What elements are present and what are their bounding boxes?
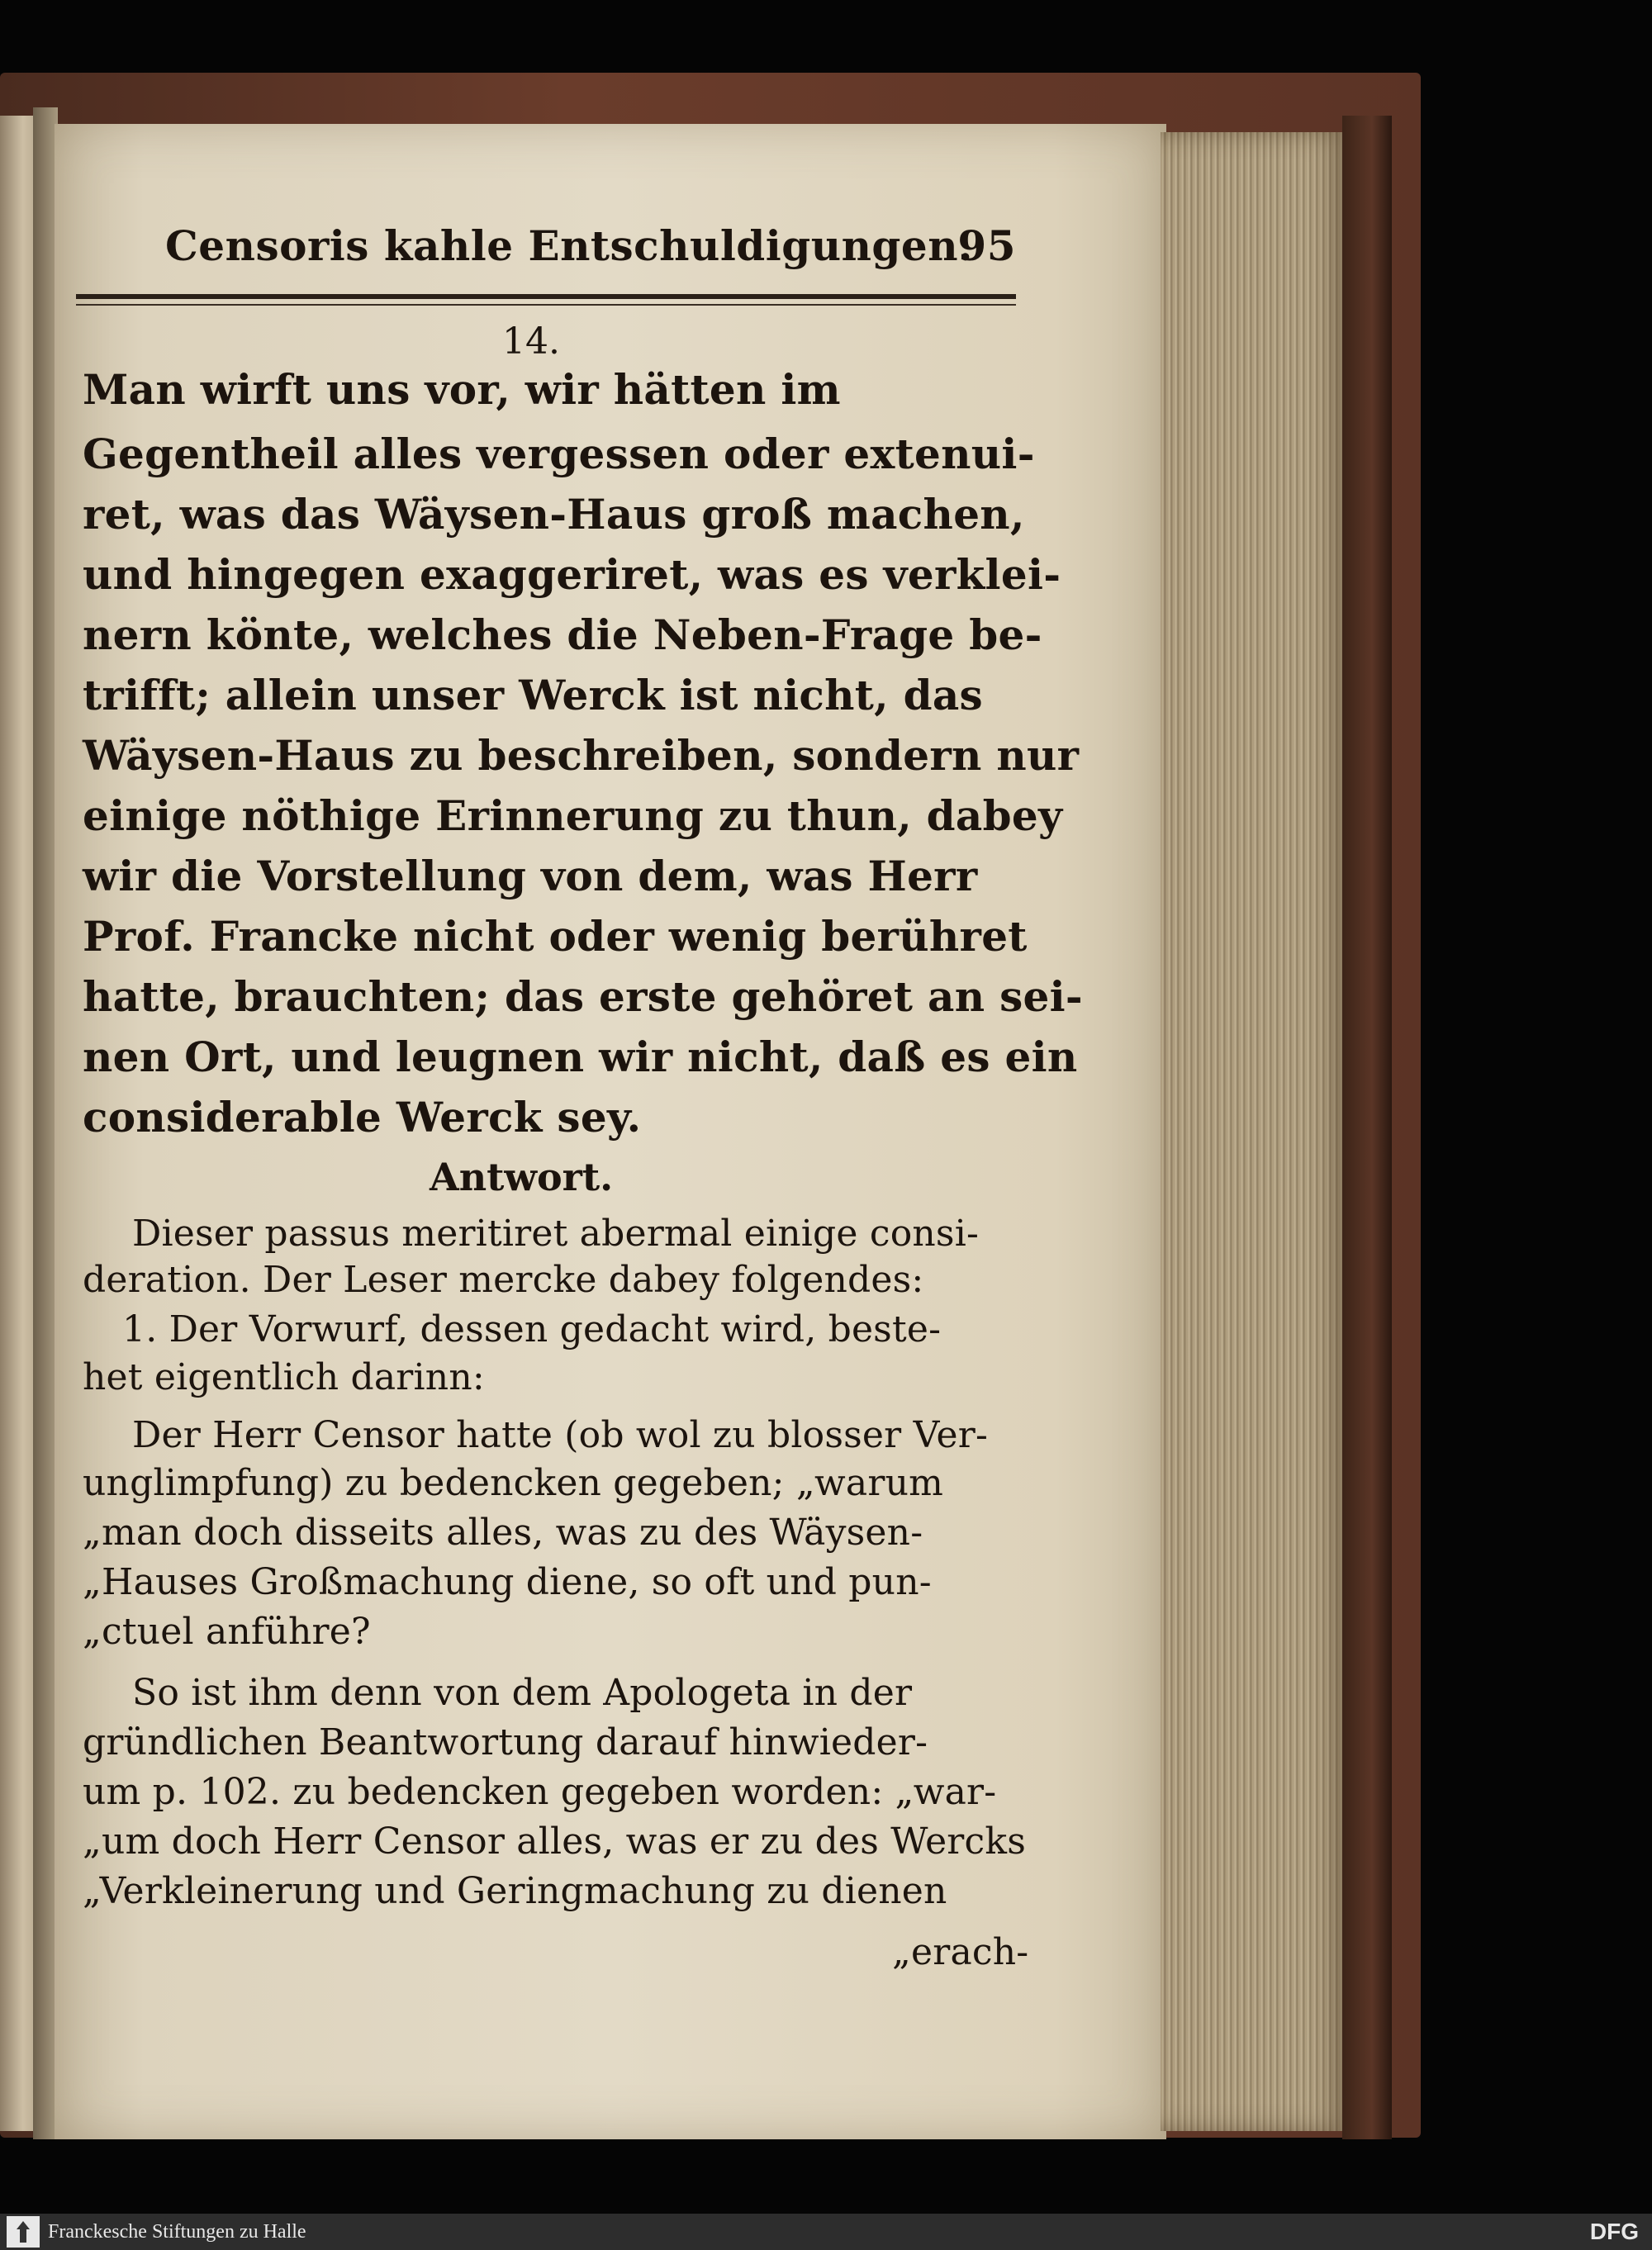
catchword: „erach- — [892, 1931, 1029, 1973]
text-line: „Hauses Großmachung diene, so oft und pun- — [83, 1561, 932, 1603]
text-line: het eigentlich darinn: — [83, 1356, 485, 1398]
institution-name: Franckesche Stiftungen zu Halle — [48, 2221, 306, 2243]
text-line: nen Ort, und leugnen wir nicht, daß es ein — [83, 1032, 1078, 1081]
text-line: „man doch disseits alles, was zu des Wäysen- — [83, 1512, 923, 1554]
text-line: So ist ihm denn von dem Apologeta in der — [132, 1672, 913, 1714]
answer-heading: Antwort. — [430, 1155, 614, 1199]
header-rule — [76, 294, 1016, 299]
text-line: Man wirft uns vor, wir hätten im — [83, 365, 841, 414]
institution-logo-icon — [7, 2216, 40, 2248]
text-line: einige nöthige Erinnerung zu thun, dabey — [83, 791, 1063, 840]
text-line: nern könte, welches die Neben-Frage be- — [83, 610, 1042, 659]
text-line: um p. 102. zu bedencken gegeben worden: „war- — [83, 1771, 997, 1813]
dfg-logo: DFG — [1589, 2219, 1639, 2244]
text-line: Der Herr Censor hatte (ob wol zu blosser Ver- — [132, 1414, 989, 1456]
text-line: unglimpfung) zu bedencken gegeben; „warum — [83, 1462, 944, 1504]
text-line: trifft; allein unser Werck ist nicht, das — [83, 671, 984, 719]
section-number: 14. — [502, 320, 560, 363]
text-line: ret, was das Wäysen-Haus groß machen, — [83, 490, 1025, 539]
page-block-edges — [1161, 132, 1351, 2131]
running-head — [165, 221, 1016, 287]
header-rule-thin — [76, 304, 1016, 306]
text-line: wir die Vorstellung von dem, was Herr — [83, 852, 978, 900]
text-line: considerable Werck sey. — [83, 1093, 642, 1142]
text-line: und hingegen exaggeriret, was es verklei- — [83, 550, 1061, 599]
text-line: deration. Der Leser mercke dabey folgendes: — [83, 1259, 924, 1301]
text-line: „ctuel anführe? — [83, 1611, 371, 1653]
cover-spine-right — [1342, 116, 1392, 2139]
running-head-title: Censoris kahle Entschuldigungen. — [165, 221, 973, 270]
text-line: Prof. Francke nicht oder wenig berühret — [83, 912, 1028, 961]
text-line: Wäysen-Haus zu beschreiben, sondern nur — [83, 731, 1080, 780]
page-number: 95 — [957, 221, 1016, 270]
text-line: Dieser passus meritiret abermal einige consi- — [132, 1213, 980, 1255]
text-line: „um doch Herr Censor alles, was er zu des Wercks — [83, 1820, 1027, 1863]
text-line: 1. Der Vorwurf, dessen gedacht wird, beste- — [122, 1308, 942, 1350]
text-line: „Verkleinerung und Geringmachung zu dienen — [83, 1870, 947, 1912]
text-line: Gegentheil alles vergessen oder extenui- — [83, 430, 1035, 478]
text-line: gründlichen Beantwortung darauf hinwieder- — [83, 1721, 928, 1763]
text-line: hatte, brauchten; das erste gehöret an sei- — [83, 972, 1083, 1021]
